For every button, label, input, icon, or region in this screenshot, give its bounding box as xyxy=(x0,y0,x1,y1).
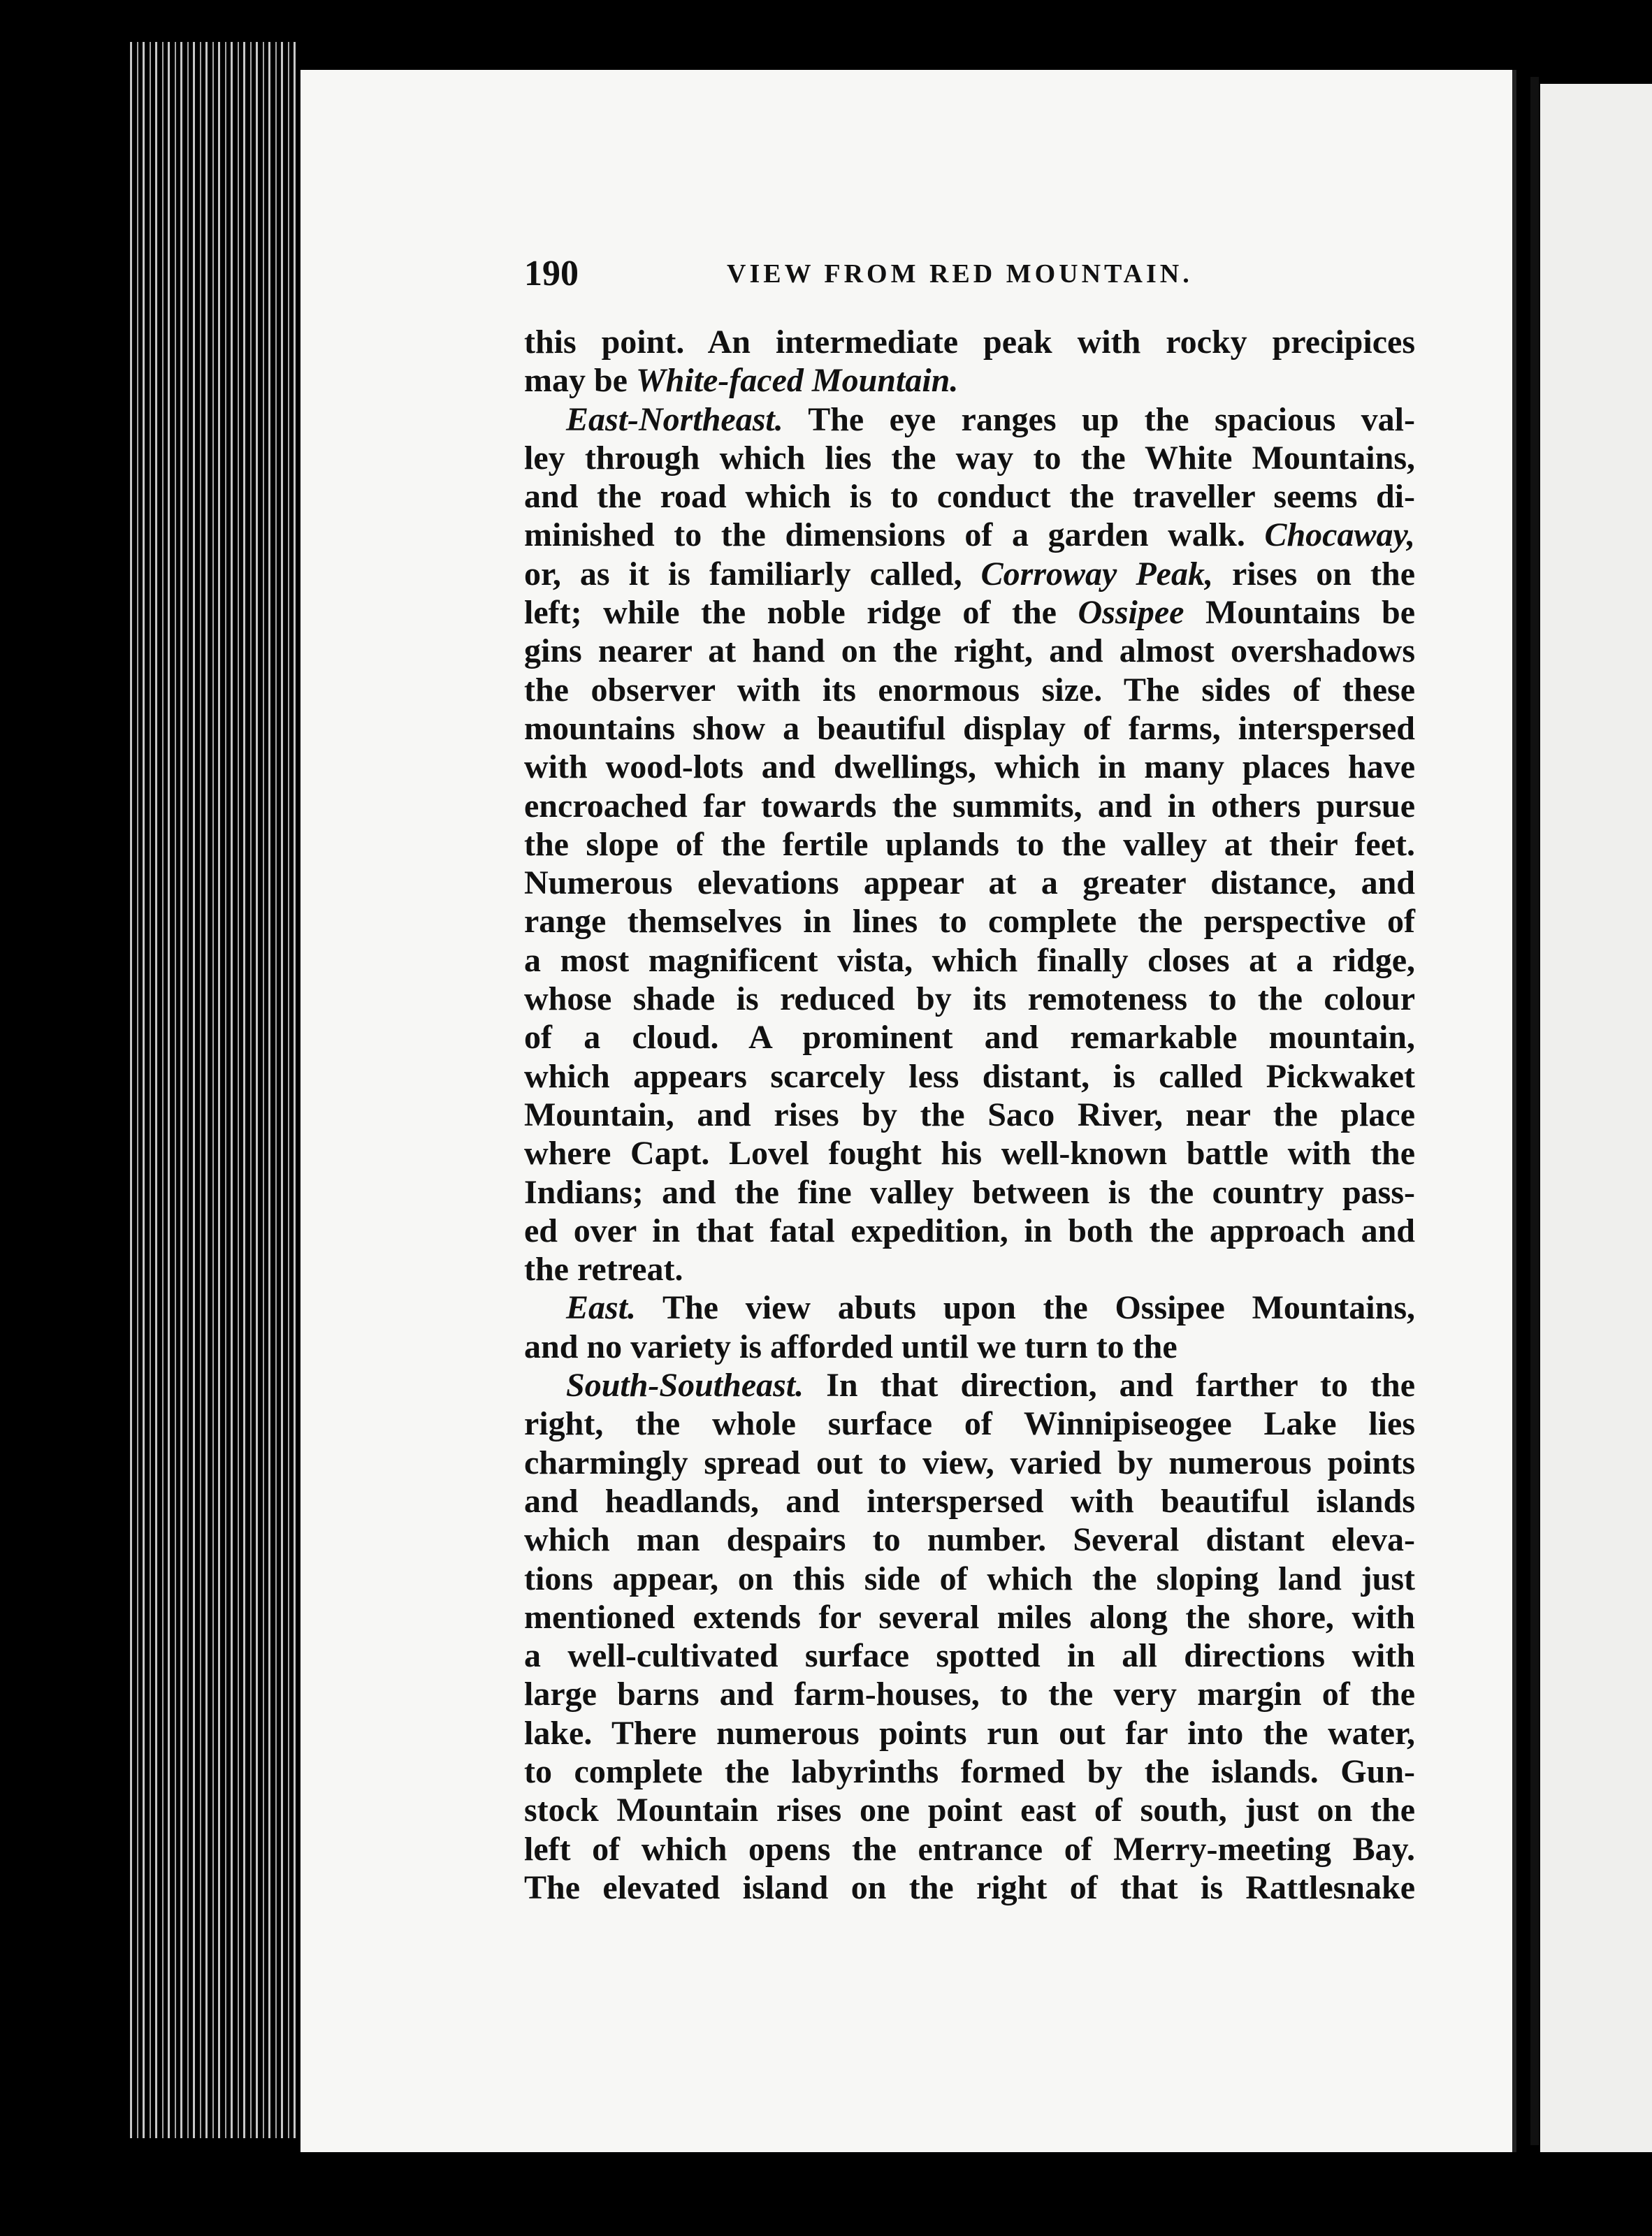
text-line: Numerous elevations appear at a greater distance, and xyxy=(524,864,1415,902)
text-line: ed over in that fatal expedition, in both the approach and xyxy=(524,1212,1415,1249)
text-line: where Capt. Lovel fought his well-known battle with the xyxy=(524,1135,1415,1173)
book-page-edges xyxy=(126,42,300,2138)
text-line: which man despairs to number. Several distant eleva- xyxy=(524,1521,1415,1559)
text-line: the slope of the fertile uplands to the valley at their feet. xyxy=(524,825,1415,863)
text-line: the retreat. xyxy=(524,1251,683,1288)
text-line: Mountain, and rises by the Saco River, near the place xyxy=(524,1096,1415,1133)
text-line: charmingly spread out to view, varied by numerous points xyxy=(524,1444,1415,1481)
body-text xyxy=(524,323,1415,1907)
text-line: and the road which is to conduct the traveller seems di- xyxy=(524,478,1415,516)
text-line: a most magnificent vista, which finally closes at a ridge, xyxy=(524,941,1415,979)
facing-page-edge xyxy=(1540,84,1652,2152)
text-line: left of which opens the entrance of Merry-meeting Bay. xyxy=(524,1830,1415,1868)
text-line: stock Mountain rises one point east of south, just on the xyxy=(524,1792,1415,1829)
text-line: this point. An intermediate peak with rocky precipices xyxy=(524,324,1415,361)
text-line: to complete the labyrinths formed by the islands. Gun- xyxy=(524,1752,1415,1790)
text-line: East. The view abuts upon the Ossipee Mountains, xyxy=(566,1289,1415,1327)
text-line: East-Northeast. The eye ranges up the spacious val- xyxy=(566,400,1415,438)
text-line: lake. There numerous points run out far into the water, xyxy=(524,1714,1415,1752)
text-line: and headlands, and interspersed with beautiful islands xyxy=(524,1482,1415,1520)
text-line: The elevated island on the right of that is Rattlesnake xyxy=(524,1868,1415,1906)
text-line: minished to the dimensions of a garden walk. Chocaway, xyxy=(524,516,1415,554)
text-line: or, as it is familiarly called, Corroway Peak, rises on the xyxy=(524,555,1416,593)
text-line: the observer with its enormous size. The sides of these xyxy=(524,671,1415,709)
text-line: large barns and farm-houses, to the very margin of the xyxy=(524,1676,1415,1713)
text-line: encroached far towards the summits, and in others pursue xyxy=(524,787,1415,825)
text-line: of a cloud. A prominent and remarkable mountain, xyxy=(524,1019,1415,1057)
text-line: Indians; and the fine valley between is the country pass- xyxy=(524,1173,1415,1211)
running-head: VIEW FROM RED MOUNTAIN. xyxy=(727,259,1193,289)
text-line: left; while the noble ridge of the Ossipee Mountains be xyxy=(524,594,1416,632)
text-line: gins nearer at hand on the right, and almost overshadows xyxy=(524,632,1415,670)
text-line: tions appear, on this side of which the sloping land just xyxy=(524,1560,1415,1597)
text-line: whose shade is reduced by its remoteness to the colour xyxy=(524,980,1415,1018)
text-line: ley through which lies the way to the White Mountains, xyxy=(524,439,1415,477)
text-line: range themselves in lines to complete the perspective of xyxy=(524,903,1415,941)
text-line: with wood-lots and dwellings, which in many places have xyxy=(524,748,1415,786)
text-line: South-Southeast. In that direction, and farther to the xyxy=(566,1367,1415,1404)
text-line: right, the whole surface of Winnipiseogee Lake lies xyxy=(524,1405,1415,1443)
page-number: 190 xyxy=(524,254,579,293)
text-line: and no variety is afforded until we turn to the xyxy=(524,1328,1178,1365)
text-line: a well-cultivated surface spotted in all directions with xyxy=(524,1637,1415,1675)
gutter-shadow xyxy=(1530,77,1539,2145)
text-line: mentioned extends for several miles along the shore, with xyxy=(524,1598,1415,1636)
text-line: mountains show a beautiful display of farms, interspersed xyxy=(524,709,1415,747)
text-line: may be White-faced Mountain. xyxy=(524,362,959,400)
text-line: which appears scarcely less distant, is called Pickwaket xyxy=(524,1057,1415,1095)
page-header xyxy=(524,253,1433,295)
